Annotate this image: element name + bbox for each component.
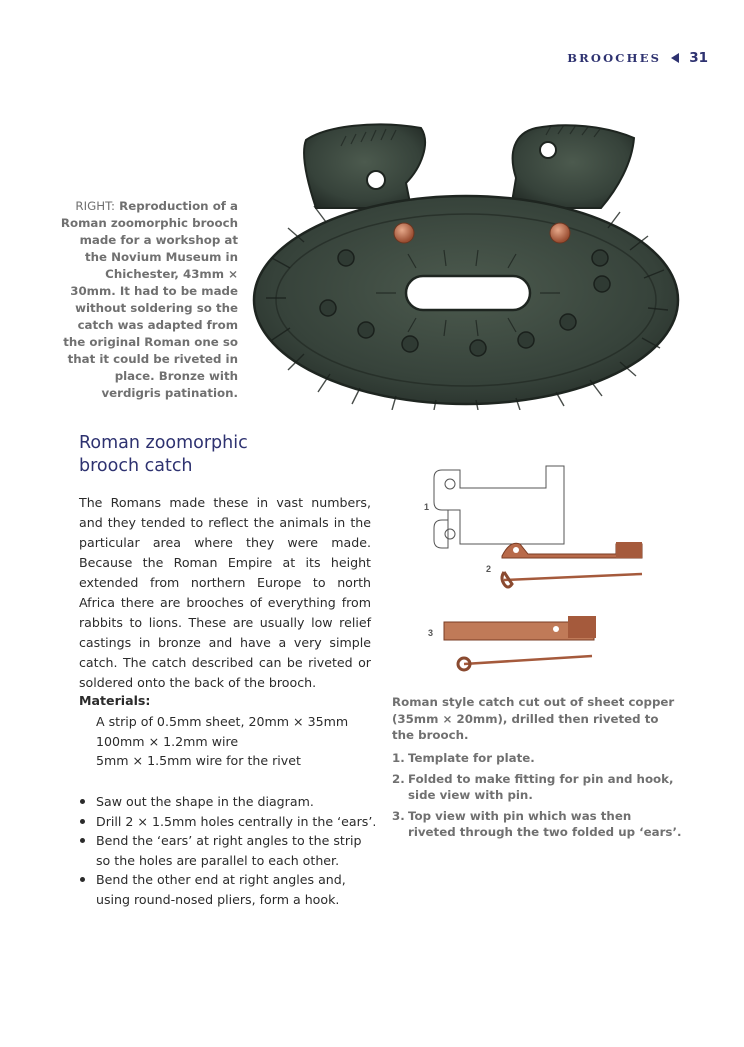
diagram-steps-list (392, 750, 682, 845)
diagram-label-1: 1 (424, 502, 430, 512)
heading-line-1: Roman zoomorphic (79, 433, 248, 453)
diagram-label-2: 2 (486, 564, 492, 574)
heading-line-2: brooch catch (79, 456, 193, 476)
step-text: Saw out the shape in the diagram. (96, 794, 314, 809)
top-view-pin (464, 656, 592, 664)
diagram-step-item (392, 771, 682, 804)
bullet-icon (80, 819, 85, 824)
step-text: Bend the other end at right angles and, using round-nosed pliers, form a hook. (96, 872, 346, 907)
caption-text: Reproduction of a Roman zoomorphic brooch made for a workshop at the Novium Museum in Chichester, 43mm × 30mm. It had to be made without soldering so the catch was adapted from the original Roman one so that it could be riveted in place. Bronze with verdigris patination. (60, 199, 238, 400)
diagram-step-text: Top view with pin which was then riveted through the two folded up ‘ears’. (408, 808, 682, 839)
materials-title: Materials: (79, 693, 151, 708)
diagram-step-number: 3. (392, 808, 405, 823)
template-hole (445, 479, 455, 489)
body-paragraph: The Romans made these in vast numbers, and they tended to reflect the animals in the particular area where they were made. Because the Roman Empire at its height extended from northern Europe to north Africa there are brooches of everything from rabbits to lions. These are usually low relief castings in bronze and have a very simple catch. The catch described can be riveted or soldered onto the back of the brooch. (79, 495, 371, 690)
bullet-icon (80, 799, 85, 804)
diagram-step-text: Template for plate. (408, 751, 535, 765)
step-item (79, 812, 379, 832)
diagram-step-number: 2. (392, 771, 405, 786)
steps-list (79, 792, 379, 909)
running-head (567, 50, 708, 66)
template-outline (434, 466, 564, 548)
template-hole (445, 529, 455, 539)
material-item: 100mm × 1.2mm wire (96, 733, 239, 749)
diagram-step-text: Folded to make fitting for pin and hook, side view with pin. (408, 771, 674, 802)
photo-caption (60, 198, 238, 402)
section-heading (79, 432, 379, 478)
step-item (79, 870, 379, 909)
triangle-left-icon (671, 53, 679, 63)
caption-label: RIGHT: (75, 199, 115, 213)
material-item: A strip of 0.5mm sheet, 20mm × 35mm (96, 714, 349, 729)
bullet-icon (80, 877, 85, 882)
materials-list (96, 712, 386, 771)
material-item: 5mm × 1.5mm wire for the rivet (96, 753, 301, 768)
page-number: 31 (689, 50, 708, 66)
diagram-step-number: 1. (392, 751, 405, 765)
step-text: Drill 2 × 1.5mm holes centrally in the ‘ears’. (96, 813, 377, 829)
step-item (79, 792, 379, 812)
step-item (79, 831, 379, 870)
bullet-icon (80, 838, 85, 843)
diagram-caption: Roman style catch cut out of sheet copper (35mm × 20mm), drilled then riveted to the brooch. (392, 695, 675, 742)
diagram-step-item (392, 750, 682, 767)
step-text: Bend the ‘ears’ at right angles to the strip so the holes are parallel to each other. (96, 833, 362, 868)
section-name: BROOCHES (567, 51, 662, 65)
diagram-step-item (392, 808, 682, 841)
diagram-label-3: 3 (428, 628, 434, 638)
brooch-photo (246, 108, 682, 410)
side-view-pin (504, 574, 642, 580)
catch-diagram (420, 460, 660, 690)
